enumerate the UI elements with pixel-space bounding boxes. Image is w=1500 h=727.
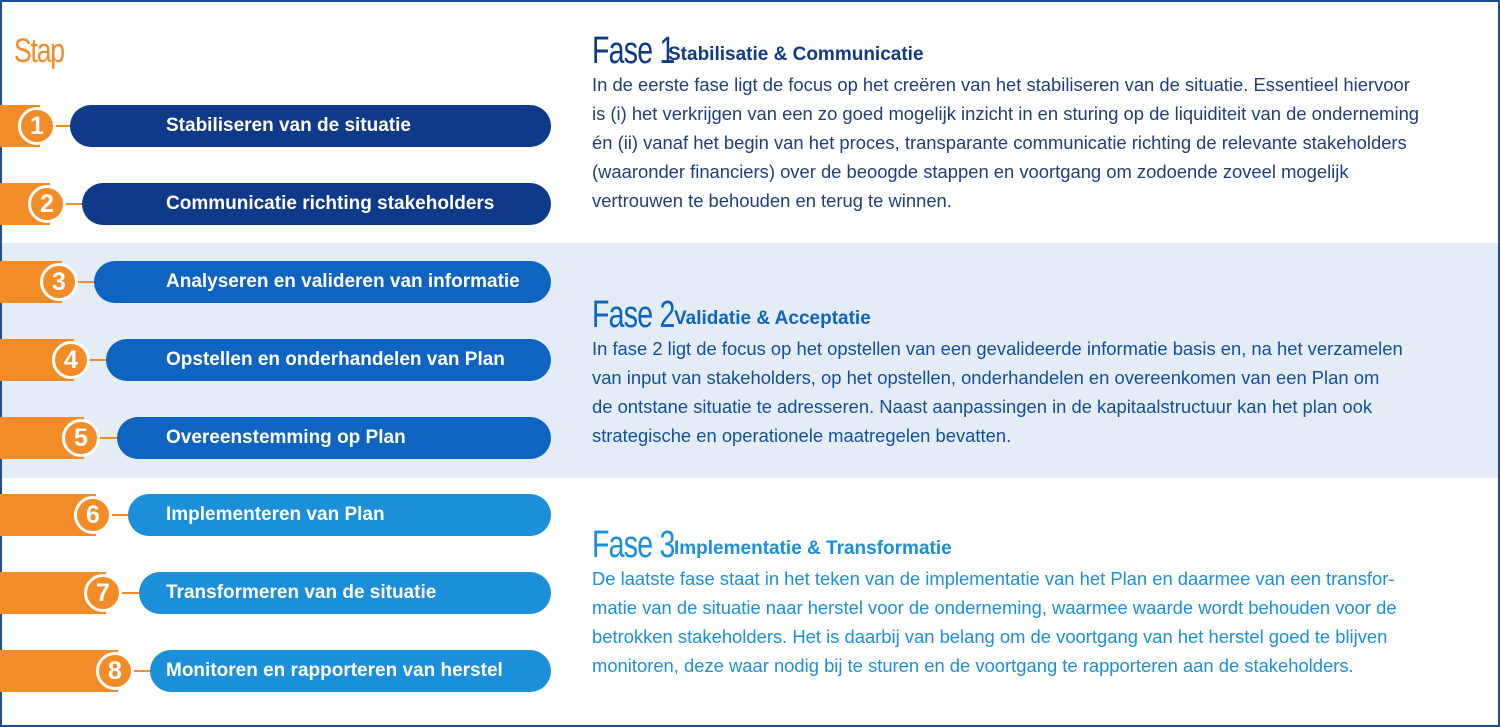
step-label: Analyseren en valideren van informatie <box>166 271 520 292</box>
step-number: 6 <box>74 496 112 534</box>
step-1 <box>0 105 551 147</box>
step-number: 2 <box>28 185 66 223</box>
step-label: Transformeren van de situatie <box>166 582 437 603</box>
phase-header <box>592 30 1482 70</box>
step-5 <box>0 417 551 459</box>
stap-heading: Stap <box>14 32 64 70</box>
step-number: 5 <box>62 419 100 457</box>
step-3 <box>0 261 551 303</box>
step-label: Monitoren en rapporteren van herstel <box>166 660 503 681</box>
phase-number: Fase 1 <box>592 30 675 72</box>
phase-header <box>592 294 1482 334</box>
step-8 <box>0 650 551 692</box>
step-label: Opstellen en onderhandelen van Plan <box>166 349 505 370</box>
phase-title: Validatie & Acceptatie <box>674 308 871 329</box>
phase-header <box>592 524 1482 564</box>
phase-1 <box>592 30 1482 215</box>
step-number: 1 <box>18 107 56 145</box>
phase-2 <box>592 294 1482 450</box>
phase-description: De laatste fase staat in het teken van de implementatie van het Plan en daarmee van een transfor- matie van de situatie naar herstel voor de onderneming, waarmee waarde wordt behouden voor de betrokken stakeholders. Het is daarbij van belang om de voortgang van het herstel goed te blijven monitoren, deze waar nodig bij te sturen en de voortgang te rapporteren aan de stakeholders. <box>592 568 1397 676</box>
step-number: 8 <box>96 652 134 690</box>
phase-number: Fase 3 <box>592 524 675 566</box>
step-7 <box>0 572 551 614</box>
phase-3 <box>592 524 1482 680</box>
phase-title: Implementatie & Transformatie <box>674 538 952 559</box>
phase-title: Stabilisatie & Communicatie <box>668 44 924 65</box>
step-label: Stabiliseren van de situatie <box>166 115 411 136</box>
step-label: Communicatie richting stakeholders <box>166 193 495 214</box>
step-4 <box>0 339 551 381</box>
step-2 <box>0 183 551 225</box>
phase-number: Fase 2 <box>592 294 675 336</box>
step-number: 3 <box>40 263 78 301</box>
step-label: Implementeren van Plan <box>166 504 385 525</box>
step-number: 7 <box>84 574 122 612</box>
step-number: 4 <box>52 341 90 379</box>
phase-description: In fase 2 ligt de focus op het opstellen van een gevalideerde informatie basis en, na het verzamelen van input van stakeholders, op het opstellen, onderhandelen en overeenkomen van een Plan om de ontstane situatie te adresseren. Naast aanpassingen in de kapitaalstructuur kan het plan ook strategische en operationele maatregelen bevatten. <box>592 338 1403 446</box>
phase-description: In de eerste fase ligt de focus op het creëren van het stabiliseren van de situatie. Essentieel hiervoor is (i) het verkrijgen van een zo goed mogelijk inzicht in en sturing op de liquiditeit van de onderneming én (ii) vanaf het begin van het proces, transparante communicatie richting de relevante stakeholders (waaronder financiers) over de beoogde stappen en voortgang om zodoende zoveel mogelijk vertrouwen te behouden en terug te winnen. <box>592 74 1420 211</box>
step-label: Overeenstemming op Plan <box>166 427 406 448</box>
step-6 <box>0 494 551 536</box>
